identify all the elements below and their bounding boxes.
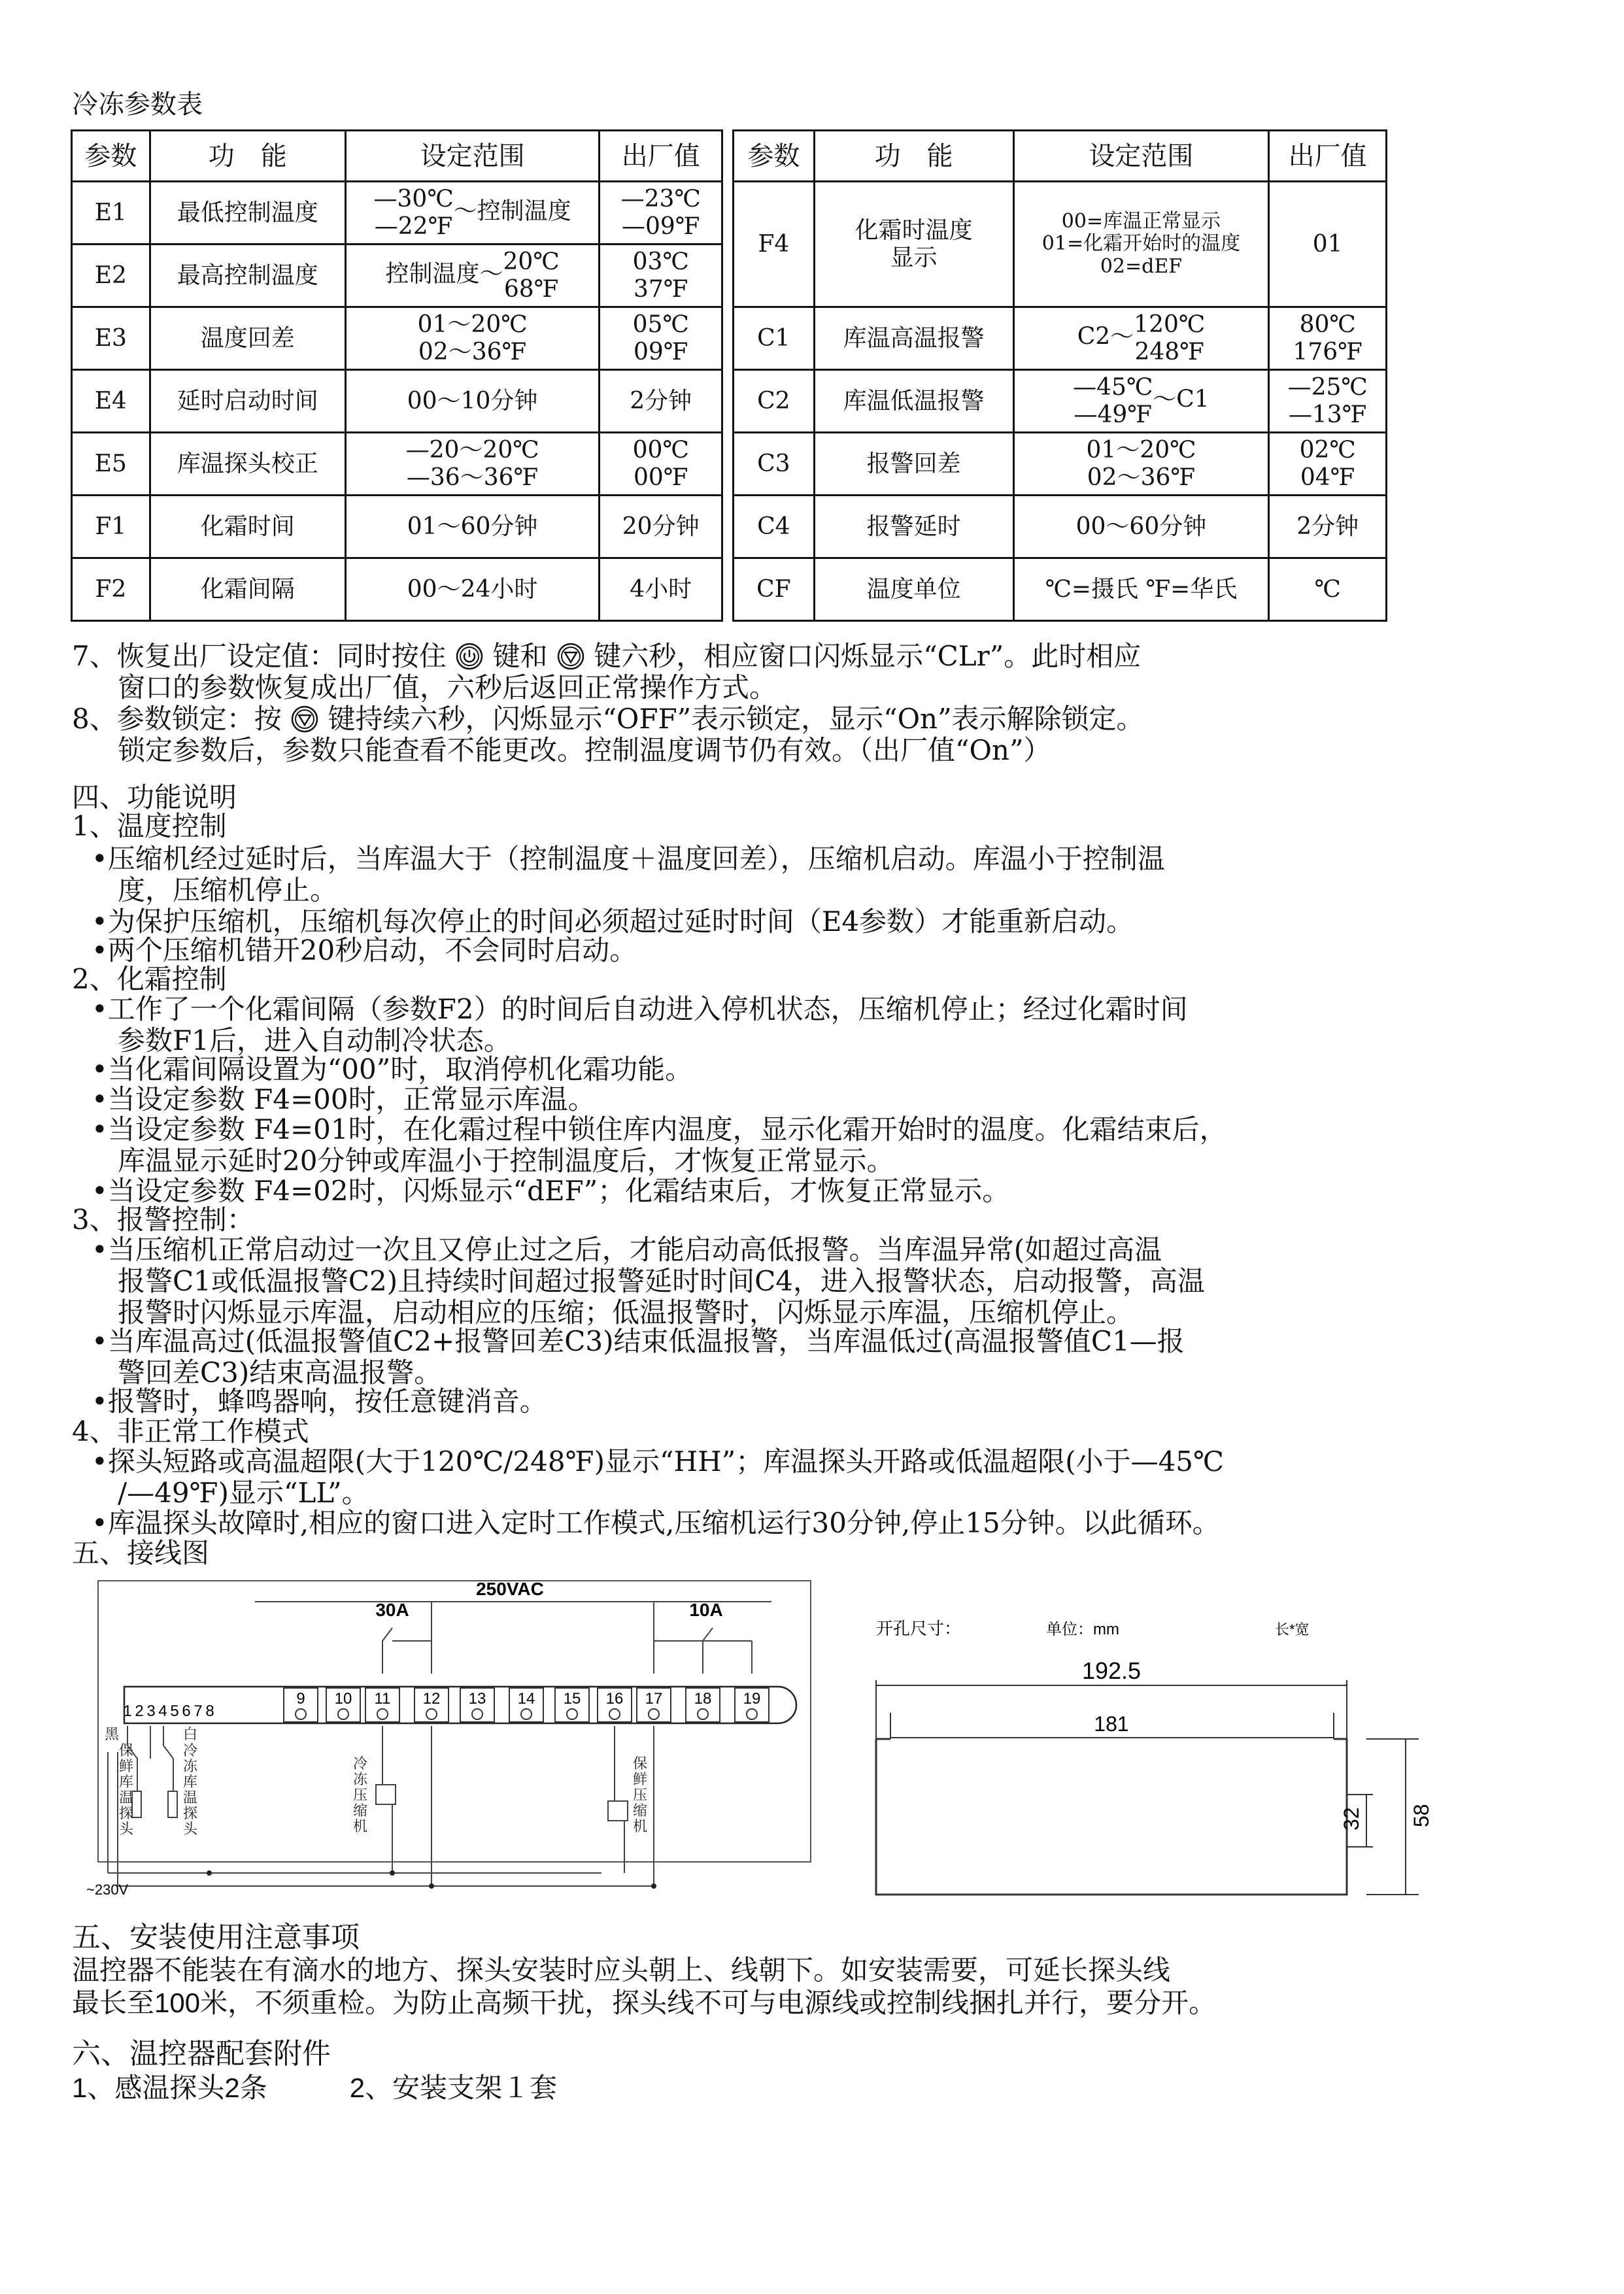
terminal-13: 13 — [468, 1690, 486, 1708]
table-row: CF 温度单位 ℃=摄氏 ℉=华氏 ℃ — [734, 558, 1387, 621]
bullet-7: •当设定参数 F4=01时，在化霜过程中锁住库内温度，显示化霜开始时的温度。化霜结束后， 库温显示延时20分钟或库温小于控制温度后，才恢复正常显示。 — [92, 1113, 1227, 1177]
bullet-4: •工作了一个化霜间隔（参数F2）的时间后自动进入停机状态，压缩机停止；经过化霜时间 参数F1后，进入自动制冷状态。 — [92, 993, 1188, 1056]
bullet-11: •报警时，蜂鸣器响，按任意键消音。 — [92, 1385, 547, 1417]
terminal-19: 19 — [743, 1690, 761, 1708]
table-row: C2 库温低温报警 —45℃ —49℉ ～C1 —25℃ —13℉ — [734, 370, 1387, 433]
label-freeze-compressor-char: 压 — [353, 1787, 368, 1803]
label-30a: 30A — [375, 1600, 409, 1620]
label-230v: ~230V — [86, 1881, 129, 1898]
down-key-icon — [290, 705, 319, 734]
bullet-12: •探头短路或高温超限(大于120℃/248℉)显示“HH”；库温探头开路或低温超限(小于—45℃ /—49℉)显示“LL”。 — [92, 1445, 1225, 1509]
label-white: 白 — [183, 1726, 198, 1742]
bullet-8: •当设定参数 F4=02时，闪烁显示“dEF”；化霜结束后，才恢复正常显示。 — [92, 1175, 1010, 1207]
terminal-14: 14 — [517, 1690, 535, 1708]
screw-icon — [377, 1709, 388, 1719]
header-function: 功 能 — [150, 131, 345, 182]
table-row: E2 最高控制温度 控制温度～ 20℃ 68℉ 03℃ 37℉ — [72, 245, 722, 307]
terminal-18: 18 — [694, 1690, 712, 1708]
bullet-10: •当库温高过(低温报警值C2+报警回差C3)结束低温报警，当库温低过(高温报警值C1—报 警回差C3)结束高温报警。 — [92, 1325, 1185, 1389]
label-freeze-compressor-char: 冻 — [353, 1771, 368, 1787]
bullet-13: •库温探头故障时,相应的窗口进入定时工作模式,压缩机运行30分钟,停止15分钟。以此循环。 — [92, 1507, 1220, 1539]
bullet-3: •两个压缩机错开20秒启动，不会同时启动。 — [92, 934, 637, 966]
table-row: E1 最低控制温度 —30℃ —22℉ ～控制温度 —23℃ —09℉ — [72, 182, 722, 245]
param-table-left — [71, 129, 723, 622]
cutout-unit: 单位：mm — [1046, 1621, 1119, 1638]
label-freeze-probe-char: 探 — [183, 1805, 198, 1821]
table-row: C1 库温高温报警 C2～ 120℃ 248℉ 80℃ 176℉ — [734, 307, 1387, 370]
subsection-defrost-control: 2、化霜控制 — [72, 963, 227, 995]
screw-icon — [567, 1709, 577, 1719]
terminal-11: 11 — [374, 1690, 391, 1708]
label-freeze-probe-char: 冻 — [183, 1758, 198, 1774]
terminal-17: 17 — [645, 1690, 663, 1708]
label-freeze-probe-char: 库 — [183, 1774, 198, 1790]
label-freeze-compressor-char: 缩 — [353, 1802, 368, 1819]
cutout-drawing — [850, 1608, 1438, 1902]
param-table-right — [732, 129, 1387, 622]
screw-icon — [747, 1709, 757, 1719]
label-fresh-probe-char: 鲜 — [119, 1758, 134, 1774]
table-row: F4 化霜时温度 显示 00=库温正常显示 01=化霜开始时的温度 02=dEF 01 — [734, 182, 1387, 307]
section-4-title: 四、功能说明 — [72, 781, 237, 813]
wiring-diagram — [85, 1576, 824, 1902]
screw-icon — [649, 1709, 659, 1719]
header-param: 参数 — [72, 131, 150, 182]
item-8: 8、参数锁定：按 键持续六秒，闪烁显示“OFF”表示锁定，显示“On”表示解除锁定。 — [72, 703, 1144, 735]
section-accessories-title: 六、温控器配套附件 — [72, 2038, 331, 2070]
header-range: 设定范围 — [1013, 131, 1269, 182]
terminal-9: 9 — [296, 1690, 305, 1708]
label-freeze-compressor-char: 机 — [353, 1818, 368, 1834]
accessories-line: 1、感温探头2条 2、安装支架１套 — [72, 2072, 558, 2103]
terminal-8: 8 — [205, 1702, 214, 1720]
subsection-alarm-control: 3、报警控制： — [72, 1204, 254, 1236]
dim-58: 58 — [1410, 1804, 1433, 1827]
item-8-line2: 锁定参数后，参数只能查看不能更改。控制温度调节仍有效。（出厂值“On”） — [118, 734, 1051, 766]
label-250vac: 250VAC — [476, 1579, 544, 1599]
label-freeze-probe-char: 冷 — [183, 1742, 198, 1759]
screw-icon — [472, 1709, 482, 1719]
terminal-10: 10 — [334, 1690, 352, 1708]
terminal-15: 15 — [563, 1690, 581, 1708]
header-function: 功 能 — [814, 131, 1013, 182]
dim-181: 181 — [1094, 1712, 1129, 1736]
header-default: 出厂值 — [600, 131, 722, 182]
page-title: 冷冻参数表 — [72, 90, 203, 120]
bullet-9: •当压缩机正常启动过一次且又停止过之后，才能启动高低报警。当库温异常(如超过高温 报警C1或低温报警C2)且持续时间超过报警延时时间C4，进入报警状态，启动报警，高温 报警时闪烁显示库温，启动相应的压缩；低温报警时，闪烁显示库温，压缩机停止。 — [92, 1234, 1205, 1328]
bullet-2: •为保护压缩机，压缩机每次停止的时间必须超过延时时间（E4参数）才能重新启动。 — [92, 905, 1134, 937]
dim-32: 32 — [1340, 1807, 1363, 1830]
down-key-icon — [556, 642, 585, 671]
table-row: F1 化霜时间 01～60分钟 20分钟 — [72, 496, 722, 558]
section-install-title: 五、安装使用注意事项 — [72, 1921, 360, 1953]
label-fresh-compressor-char: 机 — [633, 1818, 648, 1834]
label-freeze-probe-char: 头 — [183, 1821, 198, 1837]
label-fresh-compressor-char: 保 — [633, 1755, 648, 1772]
terminal-12: 12 — [422, 1690, 441, 1708]
terminal-16: 16 — [605, 1690, 624, 1708]
screw-icon — [426, 1709, 437, 1719]
bullet-5: •当化霜间隔设置为“00”时，取消停机化霜功能。 — [92, 1053, 693, 1085]
terminal-5: 5 — [170, 1702, 179, 1720]
dim-192-5: 192.5 — [1081, 1657, 1142, 1684]
header-default: 出厂值 — [1269, 131, 1387, 182]
terminal-3: 3 — [146, 1702, 156, 1720]
label-fresh-probe-char: 库 — [119, 1774, 134, 1790]
table-row: E4 延时启动时间 00～10分钟 2分钟 — [72, 370, 722, 433]
header-range: 设定范围 — [345, 131, 600, 182]
subsection-temp-control: 1、温度控制 — [72, 810, 227, 842]
cutout-label: 开孔尺寸： — [876, 1619, 962, 1638]
terminal-7: 7 — [194, 1702, 203, 1720]
label-fresh-compressor-char: 压 — [633, 1787, 648, 1803]
screw-icon — [521, 1709, 532, 1719]
install-line-2: 最长至100米，不须重检。为防止高频干扰，探头线不可与电源线或控制线捆扎并行，要分开。 — [72, 1987, 1217, 2018]
label-black: 黑 — [105, 1726, 120, 1742]
terminal-4: 4 — [158, 1702, 167, 1720]
screw-icon — [609, 1709, 620, 1719]
label-fresh-probe-char: 头 — [119, 1821, 134, 1837]
item-7-line2: 窗口的参数恢复成出厂值，六秒后返回正常操作方式。 — [118, 671, 777, 703]
table-row: E3 温度回差 01～20℃ 02～36℉ 05℃ 09℉ — [72, 307, 722, 370]
screw-icon — [698, 1709, 708, 1719]
screw-icon — [296, 1709, 306, 1719]
install-line-1: 温控器不能装在有滴水的地方、探头安装时应头朝上、线朝下。如安装需要，可延长探头线 — [72, 1955, 1171, 1985]
header-param: 参数 — [734, 131, 815, 182]
terminal-6: 6 — [182, 1702, 191, 1720]
bullet-6: •当设定参数 F4=00时，正常显示库温。 — [92, 1083, 596, 1115]
label-fresh-compressor-char: 鲜 — [633, 1771, 648, 1787]
section-5-title: 五、接线图 — [72, 1537, 210, 1569]
label-fresh-probe-char: 温 — [119, 1789, 134, 1806]
label-freeze-compressor-char: 冷 — [353, 1755, 368, 1772]
terminal-2: 2 — [135, 1702, 144, 1720]
subsection-abnormal-mode: 4、非正常工作模式 — [72, 1415, 309, 1447]
table-row: E5 库温探头校正 —20～20℃ —36～36℉ 00℃ 00℉ — [72, 433, 722, 496]
power-key-icon — [455, 642, 484, 671]
table-row: C4 报警延时 00～60分钟 2分钟 — [734, 496, 1387, 558]
table-row: C3 报警回差 01～20℃ 02～36℉ 02℃ 04℉ — [734, 433, 1387, 496]
screw-icon — [338, 1709, 348, 1719]
label-10a: 10A — [689, 1600, 723, 1620]
table-row: F2 化霜间隔 00～24小时 4小时 — [72, 558, 722, 621]
label-fresh-compressor-char: 缩 — [633, 1802, 648, 1819]
label-fresh-probe-char: 保 — [119, 1742, 134, 1759]
label-freeze-probe-char: 温 — [183, 1789, 198, 1806]
bullet-1: •压缩机经过延时后，当库温大于（控制温度＋温度回差），压缩机启动。库温小于控制温 度，压缩机停止。 — [92, 843, 1165, 906]
item-7: 7、恢复出厂设定值：同时按住 键和 键六秒，相应窗口闪烁显示“CLr”。此时相应 — [72, 640, 1142, 672]
terminal-1: 1 — [123, 1702, 132, 1720]
label-fresh-probe-char: 探 — [119, 1805, 134, 1821]
cutout-lw: 长*宽 — [1275, 1621, 1310, 1638]
